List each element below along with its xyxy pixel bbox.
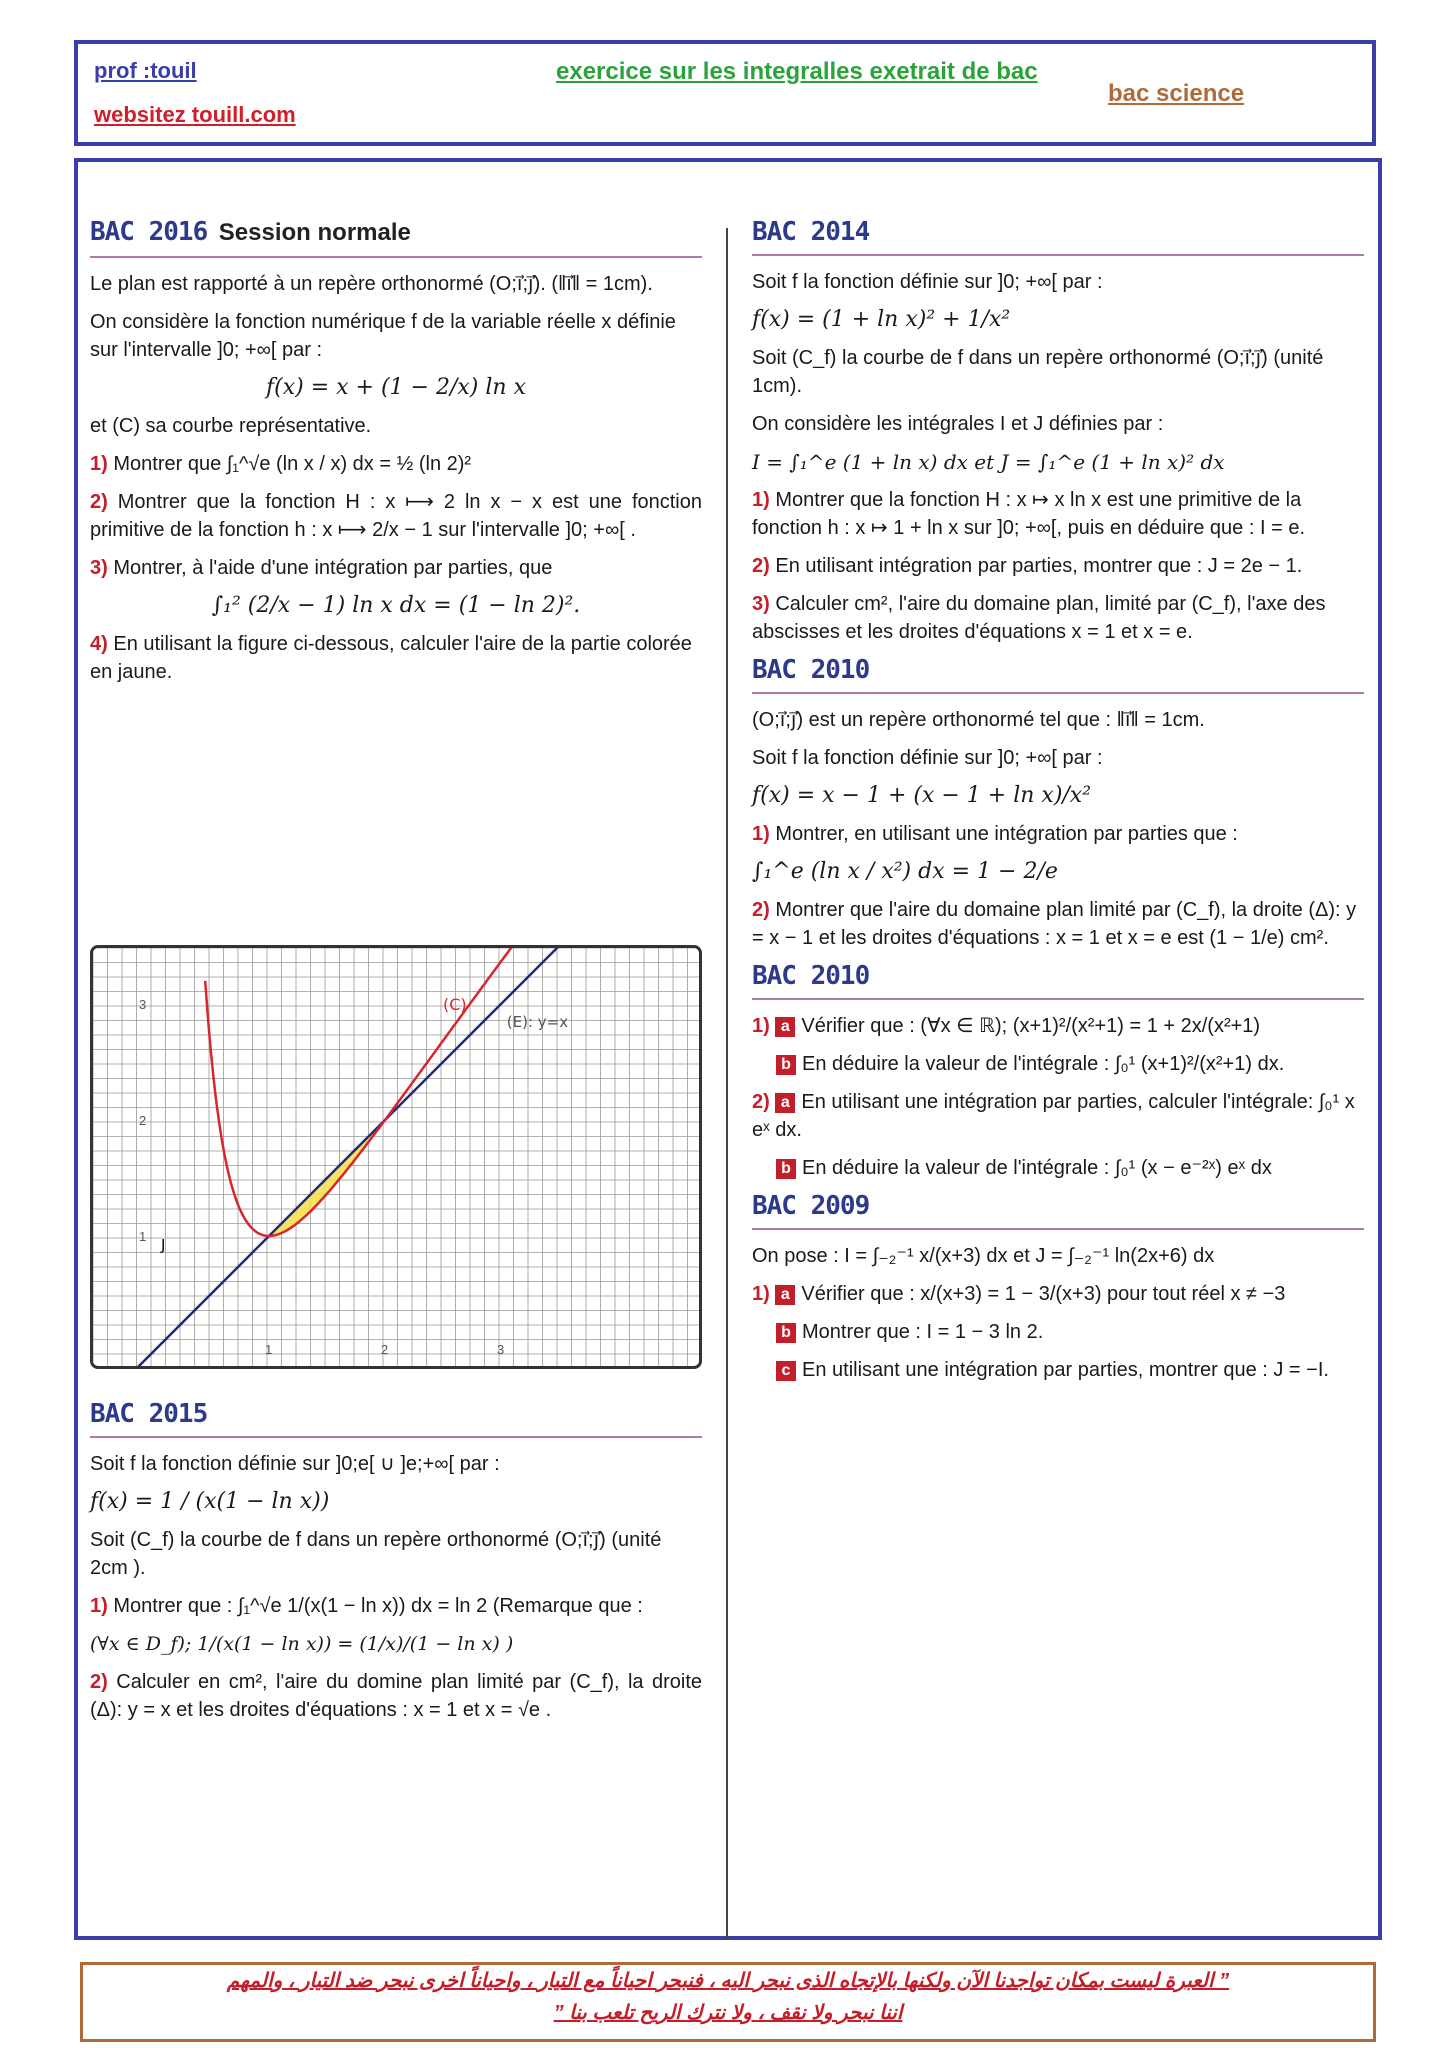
bac2015-q2-text: Calculer en cm², l'aire du domine plan limité par (C_f), la droite (Δ): y = x et les droites d'équations : x = 1 et x = √e . xyxy=(90,1671,703,1721)
bac2010b-q1a-text: Vérifier que : (∀x ∈ ℝ); (x+1)²/(x²+1) = 1 + 2x/(x²+1) xyxy=(801,1015,1261,1037)
bac2014-intro: Soit f la fonction définie sur ]0; +∞[ par : xyxy=(752,271,1103,293)
bac2010b-q2b-text: En déduire la valeur de l'intégrale : ∫₀¹ (x − e⁻²ˣ) eˣ dx xyxy=(802,1157,1272,1179)
bac2015-formula: f(x) = 1 / (x(1 − ln x)) xyxy=(90,1489,330,1514)
level-label: bac science xyxy=(1108,80,1245,107)
bac2015-q1 xyxy=(90,1592,702,1620)
function-graph xyxy=(90,945,702,1369)
q-number: 1) xyxy=(752,1283,770,1305)
bac2014-q1 xyxy=(752,486,1364,542)
graph-grid xyxy=(93,948,699,1366)
website-link[interactable]: websitez touill.com xyxy=(94,102,296,127)
bac2016-heading xyxy=(90,218,702,248)
bac2010a-formula: f(x) = x − 1 + (x − 1 + ln x)/x² xyxy=(752,783,1092,808)
bac2014-q3 xyxy=(752,590,1364,646)
item-b-badge: b xyxy=(776,1055,796,1075)
bac2010a-year: BAC 2010 xyxy=(752,655,870,685)
q-number: 3) xyxy=(90,557,108,579)
bac2014-integrals: I = ∫₁^e (1 + ln x) dx et J = ∫₁^e (1 + ln x)² dx xyxy=(752,450,1225,474)
bac2015-intro2: Soit (C_f) la courbe de f dans un repère orthonormé (O;i⃗;j⃗) (unité 2cm ). xyxy=(90,1529,662,1579)
bac2010a-q1-formula: ∫₁^e (ln x / x²) dx = 1 − 2/e xyxy=(752,859,1058,884)
bac2009-intro: On pose : I = ∫₋₂⁻¹ x/(x+3) dx et J = ∫₋₂⁻¹ ln(2x+6) dx xyxy=(752,1245,1215,1267)
y-tick-label: 3 xyxy=(139,997,147,1012)
bac2014-intro2: Soit (C_f) la courbe de f dans un repère orthonormé (O;i⃗;j⃗) (unité 1cm). xyxy=(752,347,1324,397)
bac2009-year: BAC 2009 xyxy=(752,1191,870,1221)
bac2010b-q1b-text: En déduire la valeur de l'intégrale : ∫₀¹ (x+1)²/(x²+1) dx. xyxy=(802,1053,1285,1075)
y-tick-label: 1 xyxy=(139,1229,147,1244)
column-divider xyxy=(726,228,728,1940)
x-tick-label: 2 xyxy=(381,1342,389,1357)
q-number: 1) xyxy=(90,1595,108,1617)
bac2010b-year: BAC 2010 xyxy=(752,961,870,991)
q-number: 1) xyxy=(752,823,770,845)
q-number: 3) xyxy=(752,593,770,615)
item-a-badge: a xyxy=(775,1093,795,1113)
section-rule xyxy=(752,692,1364,694)
bac2016-q1-text: Montrer que ∫₁^√e (ln x / x) dx = ½ (ln 2)² xyxy=(113,453,472,475)
bac2015-intro: Soit f la fonction définie sur ]0;e[ ∪ ]e;+∞[ par : xyxy=(90,1453,500,1475)
bac2016-formula: f(x) = x + (1 − 2/x) ln x xyxy=(266,375,526,400)
bac2016-q3 xyxy=(90,554,702,582)
section-rule xyxy=(752,1228,1364,1230)
bac2009-qc-text: En utilisant une intégration par parties, montrer que : J = −I. xyxy=(802,1359,1329,1381)
header-box xyxy=(74,40,1376,146)
q-number: 2) xyxy=(90,491,108,513)
bac2016-q3-text: Montrer, à l'aide d'une intégration par parties, que xyxy=(113,557,553,579)
bac2014-q2-text: En utilisant intégration par parties, montrer que : J = 2e − 1. xyxy=(775,555,1303,577)
bac2014-q3-text: Calculer cm², l'aire du domaine plan, limité par (C_f), l'axe des abscisses et les droites d'équations x = 1 et x = e. xyxy=(752,593,1326,643)
bac2014-q2 xyxy=(752,552,1364,580)
bac2016-intro3: et (C) sa courbe représentative. xyxy=(90,415,372,437)
q-number: 4) xyxy=(90,633,108,655)
q-number: 1) xyxy=(90,453,108,475)
page-title: exercice sur les integralles exetrait de bac xyxy=(556,58,1038,85)
q-number: 1) xyxy=(752,489,770,511)
left-column xyxy=(90,218,702,696)
bac2010b-q1a xyxy=(752,1012,1364,1040)
quote-box xyxy=(80,1962,1376,2042)
bac2014-q1-text: Montrer que la fonction H : x ↦ x ln x est une primitive de la fonction h : x ↦ 1 + ln x sur ]0; +∞[, puis en déduire que : I = e. xyxy=(752,489,1305,539)
bac2010b-q2a xyxy=(752,1088,1364,1144)
bac2016-session: Session normale xyxy=(218,219,411,246)
bac2010a-intro2: Soit f la fonction définie sur ]0; +∞[ par : xyxy=(752,747,1103,769)
q-number: 2) xyxy=(90,1671,108,1693)
bac2010b-q1b xyxy=(752,1050,1364,1078)
item-a-badge: a xyxy=(775,1017,795,1037)
line-label: (E): y=x xyxy=(506,1013,569,1032)
quote-line-2: اننا نبحر ولا نقف ، ولا نترك الريح تلعب بنا ” xyxy=(553,2002,903,2024)
bac2016-q2-text: Montrer que la fonction H : x ⟼ 2 ln x − x est une fonction primitive de la fonction h : x ⟼ 2/x − 1 sur l'intervalle ]0; +∞[ . xyxy=(90,491,702,541)
item-b-badge: b xyxy=(776,1159,796,1179)
bac2010a-q1-text: Montrer, en utilisant une intégration par parties que : xyxy=(775,823,1238,845)
author-name: prof :touil xyxy=(94,58,197,83)
bac2009-qb-text: Montrer que : I = 1 − 3 ln 2. xyxy=(802,1321,1044,1343)
q-number: 1) xyxy=(752,1015,770,1037)
bac2010b-q2a-text: En utilisant une intégration par parties, calculer l'intégrale: ∫₀¹ x eˣ dx. xyxy=(752,1091,1355,1141)
bac2010b-q2b xyxy=(752,1154,1364,1182)
bac2009-qa-text: Vérifier que : x/(x+3) = 1 − 3/(x+3) pour tout réel x ≠ −3 xyxy=(801,1283,1286,1305)
section-rule xyxy=(752,998,1364,1000)
bac2014-intro3: On considère les intégrales I et J définies par : xyxy=(752,413,1164,435)
bac2016-q3-formula: ∫₁² (2/x − 1) ln x dx = (1 − ln 2)². xyxy=(211,593,581,618)
bac2015-year: BAC 2015 xyxy=(90,1399,208,1429)
bac2010a-q2-text: Montrer que l'aire du domaine plan limité par (C_f), la droite (Δ): y = x − 1 et les droites d'équations : x = 1 et x = e est (1 − 1/e) cm². xyxy=(752,899,1357,949)
bac2015-q1-text: Montrer que : ∫₁^√e 1/(x(1 − ln x)) dx = ln 2 (Remarque que : xyxy=(113,1595,643,1617)
bac2010a-q2 xyxy=(752,896,1364,952)
bac2010a-intro: (O;i⃗;j⃗) est un repère orthonormé tel que : ‖i⃗‖ = 1cm. xyxy=(752,709,1205,731)
q-number: 2) xyxy=(752,1091,770,1113)
bac2016-q1 xyxy=(90,450,702,478)
bac2015-q1-note: (∀x ∈ D_f); 1/(x(1 − ln x)) = (1/x)/(1 − ln x) ) xyxy=(90,1633,514,1655)
section-rule xyxy=(90,1436,702,1438)
bac2009-qa xyxy=(752,1280,1364,1308)
bac2016-intro1: Le plan est rapporté à un repère orthonormé (O;i⃗;j⃗). (‖i⃗‖ = 1cm). xyxy=(90,273,653,295)
item-c-badge: c xyxy=(776,1361,796,1381)
bac2016-intro2: On considère la fonction numérique f de la variable réelle x définie sur l'intervalle ]0; +∞[ par : xyxy=(90,311,676,361)
bac2010a-q1 xyxy=(752,820,1364,848)
bac2016-q2 xyxy=(90,488,702,544)
x-tick-label: 1 xyxy=(265,1342,273,1357)
bac2015-section xyxy=(90,1400,702,1734)
x-tick-label: 3 xyxy=(497,1342,505,1357)
item-a-badge: a xyxy=(775,1285,795,1305)
bac2016-year: BAC 2016 xyxy=(90,217,208,247)
quote-line-1: ” العبرة ليست بمكان تواجدنا الآن ولكنها بالإتجاه الذى نبحر اليه ، فنبحر احياناً مع التيار ، واحياناً اخرى نبحر ضد التيار ، والمهم xyxy=(226,1970,1230,1992)
section-rule xyxy=(90,256,702,258)
q-number: 2) xyxy=(752,899,770,921)
q-number: 2) xyxy=(752,555,770,577)
bac2009-qb xyxy=(752,1318,1364,1346)
bac2016-q4-text: En utilisant la figure ci-dessous, calculer l'aire de la partie colorée en jaune. xyxy=(90,633,692,683)
bac2016-q4 xyxy=(90,630,702,686)
bac2014-year: BAC 2014 xyxy=(752,217,870,247)
j-vector-label: J xyxy=(161,1236,166,1254)
section-rule xyxy=(752,254,1364,256)
y-tick-label: 2 xyxy=(139,1113,147,1128)
axis-ticks xyxy=(139,994,505,1357)
curve-label: (C) xyxy=(443,994,467,1014)
item-b-badge: b xyxy=(776,1323,796,1343)
bac2015-q2 xyxy=(90,1668,702,1724)
bac2009-qc xyxy=(752,1356,1364,1384)
right-column xyxy=(752,218,1364,1394)
bac2014-formula: f(x) = (1 + ln x)² + 1/x² xyxy=(752,307,1011,332)
graph-svg xyxy=(93,948,699,1366)
